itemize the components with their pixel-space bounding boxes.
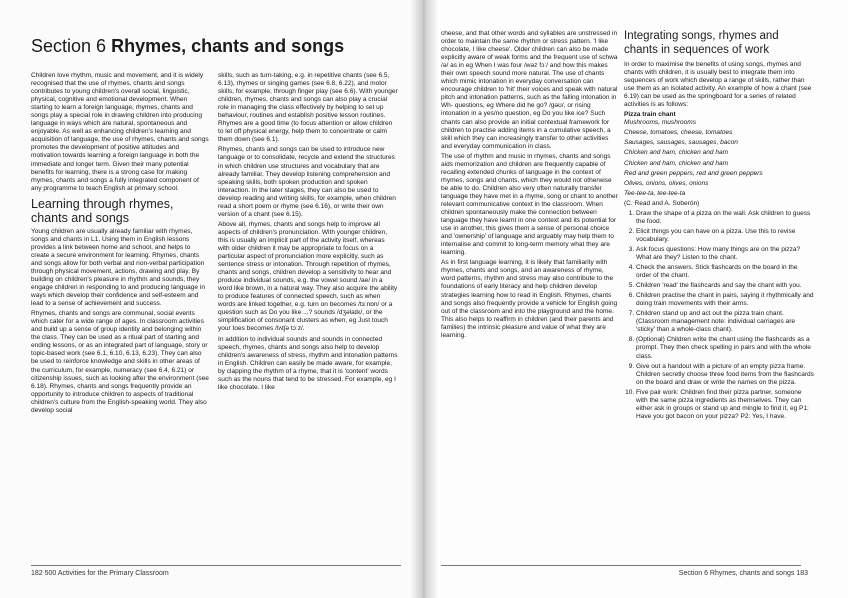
right-col-a-paragraph-3: As in first language learning, it is likely that familiarity with rhymes, chants and songs, and an awareness of rhyme, word patterns, rhythm and stress may also contribute to the foundations of early literacy and help children develop strategies learning how to read in English. Rhymes, chants and songs also frequently provide a vehicle for English going out of the classroom and into the playground and the home. This also helps to reaffirm in children (and their parents and families) the intrinsic pleasure and value of what they are learning. [441,259,618,339]
left-col-b-paragraph-2: Rhymes, chants and songs can be used to introduce new language or to consolidate, recycle and extend the structures in which children use structures and vocabulary that are already familiar. They develop listening comprehension and speaking skills, both spoken production and spoken interaction. In the later stages, they can also be used to develop reading and writing skills, for example, when children read a short poem or rhyme (see 6.16), or write their own version of a chant (see 6.15). [218,146,396,218]
rhyme-line: Chicken and ham, chicken and ham [624,149,729,157]
right-column-a [441,30,619,530]
section-label: Section 6 [31,36,107,56]
left-col-b-paragraph-3: Above all, rhymes, chants and songs help to improve all aspects of children's pronunciation. With younger children, this is usually an implicit part of the activity itself, whereas with older children it may be appropriate to focus on a particular aspect of pronunciation more explicitly, such as sentence stress or intonation. Through repetition of rhymes, chants and songs, children develop a sensitivity to hear and produce individual sounds, e.g. the vowel sound /ae/ in a word like brown, in a natural way. They also acquire the ability to produce features of connected speech, such as when words are linked together, e.g. turn on becomes /tɜːnɒn/ or a question such as Do you like ...? sounds /dʒəlaɪk/, or the simplification of consonant clusters as when, eg Just touch your toes becomes /tʌtʃə tɔːz/. [218,220,398,333]
learning-paragraph-1: Young children are usually already familiar with rhymes, songs and chants in L1. Using them in English lessons provides a link between home and school, and helps to create a secure environment for learning. Rhymes, chants and songs allow for both verbal and non-verbal participation through physical movement, actions, drawing and play. By building on children's pleasure in rhythm and sounds, they engage children in responding to and producing language in ways which develop their confidence and self-esteem and lead to a sense of achievement and success. [31,227,205,308]
activity-step: 2. Elicit things you can have on a pizza. Use this to revise vocabulary. [636,228,814,244]
book-gutter-shadow [410,0,438,598]
activity-step: 10. Five pair work: Children find their pizza partner, someone with the same pizza ingredients as themselves. They can either ask in groups or stand up and mingle to find it, eg P1: Have you got bacon on your pizza? P2: Yes, I have. [636,389,814,421]
right-col-a-paragraph-1: cheese, and that other words and syllables are unstressed in order to maintain the same rhythm or stress pattern. 'I like chocolate, I like cheese'. Older children can also be made explicitly aware of weak forms and the frequent use of schwa /ə/ as in eg When I was four /wəz fɔː/ and how this makes their own speech sound more natural. The use of chants which mimic intonation in everyday conversation can encourage children to 'hit' their voices and speak with natural pitch and intonation patterns, such as the falling intonation in Wh- questions, eg Where did he go? /ɡəʊ/, or rising intonation in a yes/no question, eg Do you like ice? Such chants can also provide an initial contextual framework for children to practise adding items in a cumulative speech, a skill which they can increasingly transfer to other activities and everyday communication in class. [441,30,618,150]
section-name: Rhymes, chants and songs [111,36,345,56]
learning-paragraph-2: Rhymes, chants and songs are communal, social events which cater for a wide range of ages. In classroom activities and build up a sense of group identity and belonging within the class. They can be used as a ritual part of starting and ending lessons, or as an integrated part of language, story or topic-based work (see 6.1, 6.10, 6.13, 6.23). They can also be used to reinforce knowledge and skills in other areas of the curriculum, for example, numeracy (see 6.4, 6.21) or citizenship issues, such as looking after the environment (see 6.18). Rhymes, chants and songs frequently provide an opportunity to introduce children to aspects of traditional children's culture from the English-speaking world. They also develop social [31,310,209,414]
activity-step: 8. (Optional) Children write the chant using the flashcards as a prompt. They then check spelling in pairs and with the whole class. [636,336,814,360]
learning-subheading: Learning through rhymes, chants and songs [31,196,174,225]
right-page [424,0,848,598]
right-footer-rule [441,565,801,566]
rhyme-line: Chicken and ham, chicken and ham [624,159,729,167]
activity-step: 9. Give out a handout with a picture of an empty pizza frame. Children secretly choose three food items from the flashcards on the board and draw or write the names on the pizza. [636,363,814,387]
rhyme-line: Tee-tee-ta, tee-tee-ta [624,189,686,197]
rhyme-line: Sausages, sausages, sausages, bacon [624,139,738,147]
left-col-b-paragraph-1: skills, such as turn-taking, e.g. in repetitive chants (see 6.5, 6.13), rhymes or singing games (see 6.8, 6.22), and motor skills, for example, through finger play (see 6.6). With younger children, rhymes, chants and songs can also play a crucial role in managing the class effectively by helping to set up behaviour, routines and establish positive lesson routines. Rhymes are a good time (to focus attention or allow children to let off physical energy, help them to concentrate or calm them down (see 6.1). [218,72,398,144]
rhyme-line: Mushrooms, mushrooms [624,119,697,127]
left-col-b-paragraph-4: In addition to individual sounds and sounds in connected speech, rhymes, chants and songs also help to develop children's awareness of stress, rhythm and intonation patterns in English. Children can easily be made aware, for example, by clapping the rhythm of a rhyme, that it is 'content' words such as the nouns that tend to be stressed. For example, eg I like chocolate. I like [218,335,398,391]
integrating-intro: In order to maximise the benefits of using songs, rhymes and chants with children, it is usually best to integrate them into sequences of work which develop a range of skills, rather than use them as an isolated activity. An example of how a chant (see 6.19) can be used as the springboard for a series of related activities is as follows: [624,61,812,109]
rhyme-line: Cheese, tomatoes, cheese, tomatoes [624,129,733,137]
intro-paragraph: Children love rhythm, music and movement, and it is widely recognised that the use of rhymes, chants and songs contributes to young children's overall social, linguistic, physical, cognitive and emotional development. When starting to learn a foreign language, rhymes, chants and songs play a special role in drawing children into producing language in ways which are natural, spontaneous and enjoyable. As well as enhancing children's learning and acquisition of language, the use of rhymes, chants and songs promotes the development of positive attitudes and motivation towards learning a foreign language in both the immediate and longer term. Given their many potential benefits for learning, there is a strong case for making rhymes, chants and songs a fully integrated component of any programme to teach English at primary school. [31,72,209,192]
left-footer-rule [31,565,401,566]
left-column-a [31,72,209,542]
activity-step: 1. Draw the shape of a pizza on the wall. Ask children to guess the food. [636,210,814,226]
right-col-a-paragraph-2: The use of rhythm and music in rhymes, chants and songs aids memorization and children are frequently capable of recalling extended chunks of language in the context of rhymes, songs and chants, which they would not otherwise be able to do. Children also very often naturally transfer language they have met in a rhyme, song or chant to another relevant communicative context in the classroom. When children spontaneously make the connection between language they have learnt in one context and its potential for use in another, this gives them a sense of personal choice and 'ownership' of language and arguably may help them to internalise and commit to long-term memory what they are learning. [441,152,618,257]
rhyme-line: Olives, onions, olives, onions [624,179,709,187]
section-title [31,35,344,57]
rhyme-line: Red and green peppers, red and green peppers [624,169,763,177]
rhyme-credit: (C. Read and A. Soberón) [624,199,700,207]
activity-step: 4. Check the answers. Stick flashcards on the board in the order of the chant. [636,264,814,280]
integrating-heading: Integrating songs, rhymes and chants in sequences of work [624,30,779,56]
left-page-footer: 182 500 Activities for the Primary Classroom [31,570,169,577]
activity-step: 3. Ask focus questions: How many things are on the pizza? What are they? Listen to the chant. [636,246,814,262]
rhyme-title: Pizza train chant [624,111,676,119]
right-page-footer: Section 6 Rhymes, chants and songs 183 [678,570,808,577]
activity-step: 6. Children practise the chant in pairs, saying it rhythmically and doing train movements with their arms. [636,292,814,308]
activity-step: 5. Children 'read' the flashcards and say the chant with you. [636,282,814,290]
activity-step: 7. Children stand up and act out the pizza train chant. (Classroom management note: individual carriages are 'sticky' than a whole-class chant). [636,310,814,334]
left-column-b [218,72,398,542]
activity-steps [624,210,814,421]
right-column-b [624,30,814,545]
